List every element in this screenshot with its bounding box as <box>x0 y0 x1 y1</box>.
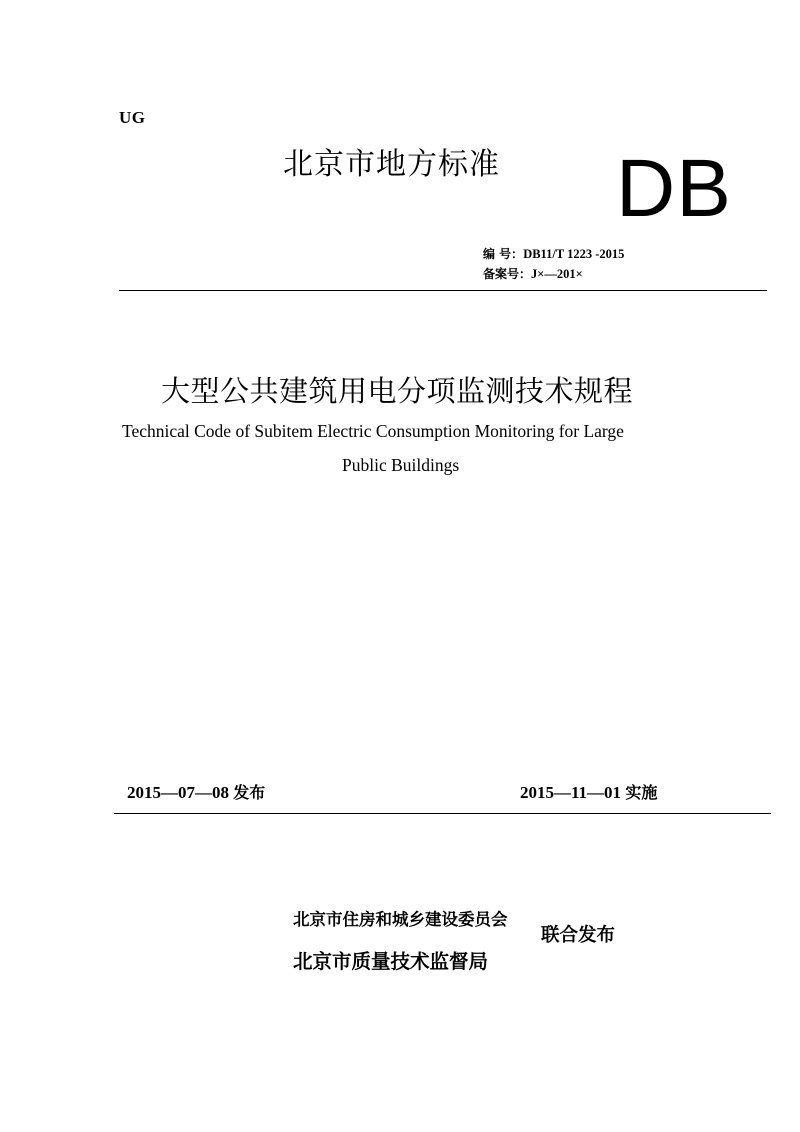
implementation-date-label: 实施 <box>625 783 658 802</box>
ics-code: UG <box>119 108 146 127</box>
implementation-date <box>520 780 657 803</box>
top-divider <box>119 290 767 291</box>
filing-number-value: J×—201× <box>531 267 583 281</box>
standard-type-title: 北京市地方标准 <box>283 147 500 182</box>
issue-date-value: 2015—07—08 <box>127 783 234 802</box>
issuer-quality-bureau: 北京市质量技术监督局 <box>293 950 489 973</box>
date-divider <box>114 813 771 814</box>
implementation-date-value: 2015—11—01 <box>520 783 626 802</box>
standard-number <box>483 248 624 261</box>
db-mark: DB <box>616 143 732 234</box>
document-title-chinese: 大型公共建筑用电分项监测技术规程 <box>161 374 634 408</box>
issue-date-label: 发布 <box>233 783 266 802</box>
filing-number <box>483 268 583 281</box>
standard-number-value: DB11/T 1223 -2015 <box>523 247 625 261</box>
joint-issue-label: 联合发布 <box>541 925 616 946</box>
standard-number-label: 编 号： <box>483 247 524 261</box>
document-title-english-line2: Public Buildings <box>342 455 460 475</box>
document-title-english-line1: Technical Code of Subitem Electric Consumption Monitoring for Large <box>122 421 624 441</box>
issue-date <box>127 780 265 803</box>
filing-number-label: 备案号： <box>483 267 532 281</box>
issuer-housing-commission: 北京市住房和城乡建设委员会 <box>293 910 508 929</box>
